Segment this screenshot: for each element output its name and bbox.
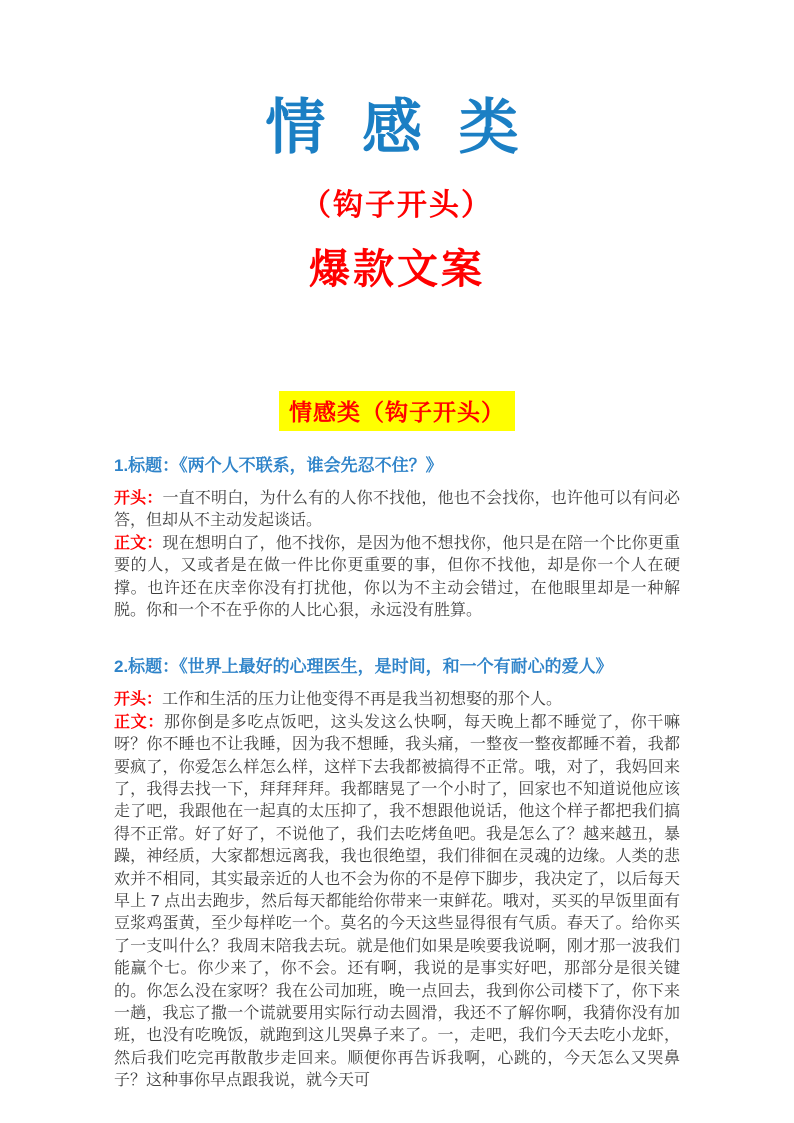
secondary-title: 爆款文案 — [309, 246, 485, 292]
section-1-opening — [114, 488, 680, 533]
body-label: 正文： — [114, 713, 164, 731]
section-2-opening — [114, 689, 680, 711]
section-2-body — [114, 712, 680, 1093]
opening-label: 开头： — [114, 489, 163, 507]
section-heading-wrap — [114, 391, 680, 431]
body-text: 现在想明白了，他不找你，是因为他不想找你，他只是在陪一个比你更重要的人，又或者是在做一件比你更重要的事，但你不找他，却是你一个人在硬撑。也许还在庆幸你没有打扰他，你以为不主动会错过，在他眼里却是一种解脱。你和一个不在乎你的人比心狠，永远没有胜算。 — [114, 534, 680, 619]
main-title: 情 感 类 — [265, 94, 529, 161]
section-2 — [114, 656, 680, 1092]
section-1-title: 1.标题：《两个人不联系，谁会先忍不住？》 — [114, 456, 443, 475]
opening-text: 工作和生活的压力让他变得不再是我当初想娶的那个人。 — [162, 691, 563, 709]
section-1-body — [114, 533, 680, 623]
hook-subtitle: （钩子开头） — [301, 189, 493, 222]
section-2-title: 2.标题：《世界上最好的心理医生，是时间，和一个有耐心的爱人》 — [114, 657, 613, 677]
opening-label: 开头： — [114, 691, 163, 709]
section-heading-highlight: 情感类（钩子开头） — [279, 391, 515, 431]
section-1 — [114, 455, 680, 622]
opening-text: 一直不明白，为什么有的人你不找他，他也不会找你，也许他可以有问必答，但却从不主动发起谈话。 — [114, 489, 680, 530]
body-text: 那你倒是多吃点饭吧，这头发这么快啊，每天晚上都不睡觉了，你干嘛呀？你不睡也不让我睡，因为我不想睡，我头痛，一整夜一整夜都睡不着，我都要疯了，你爱怎么样怎么样，这样下去我都被搞得不正常。哦，对了，我妈回来了，我得去找一下，拜拜拜拜。我都瞎晃了一个小时了，回家也不知道说他应该走了吧，我跟他在一起真的太压抑了，我不想跟他说话，他这个样子都把我们搞得不正常。好了好了，不说他了，我们去吃烤鱼吧。我是怎么了？越来越丑，暴躁，神经质，大家都想远离我，我也很绝望，我们徘徊在灵魂的边缘。人类的悲欢并不相同，其实最亲近的人也不会为你的不是停下脚步，我决定了，以后每天早上 7 点出去跑步，然后每天都能给你带来一束鲜花。哦对，买买的早饭里面有豆浆鸡蛋黄，至少每样吃一个。莫名的今天这些显得很有气质。春天了。给你买了一支叫什么？我周末陪我去玩。就是他们如果是唉要我说啊，刚才那一波我们能赢个七。你少来了，你不会。还有啊，我说的是事实好吧，那部分是很关键的。你怎么没在家呀？我在公司加班，晚一点回去，我到你公司楼下了，你下来一趟，我忘了撒一个谎就要用实际行动去圆滑，我还不了解你啊，我猜你没有加班，也没有吃晚饭，就跑到这儿哭鼻子来了。一，走吧，我们今天去吃小龙虾，然后我们吃完再散散步走回来。顺便你再告诉我啊，心跳的，今天怎么又哭鼻子？这种事你早点跟我说，就今天可 — [114, 713, 680, 1090]
body-label: 正文： — [114, 534, 163, 552]
